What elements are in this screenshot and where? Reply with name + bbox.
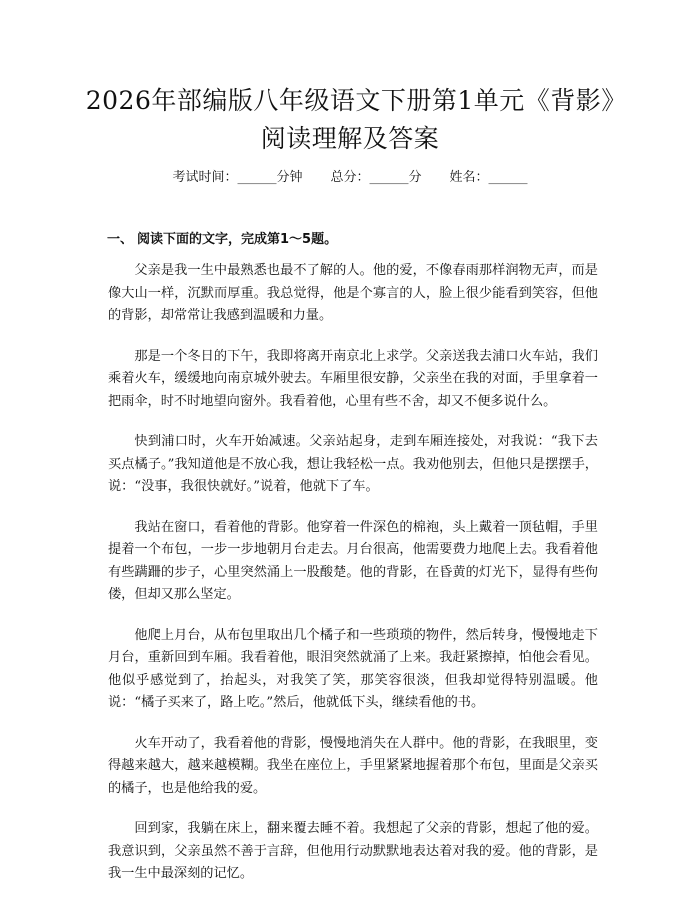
passage-paragraph-2: 那是一个冬日的下午，我即将离开南京北上求学。父亲送我去浦口火车站，我们乘着火车，缓缓地向南京城外驶去。车厢里很安静，父亲坐在我的对面，手里拿着一把雨伞，时不时地望向窗外。我看着他，心里有些不舍，却又不便多说什么。: [108, 348, 598, 409]
exam-time-field: 考试时间：______分钟: [172, 170, 303, 185]
section-heading: [107, 230, 337, 250]
passage-paragraph-7: 回到家，我躺在床上，翻来覆去睡不着。我想起了父亲的背影，想起了他的爱。我意识到，父亲虽然不善于言辞，但他用行动默默地表达着对我的爱。他的背影，是我一生中最深刻的记忆。: [108, 821, 598, 881]
passage-paragraph-1: 父亲是我一生中最熟悉也最不了解的人。他的爱，不像春雨那样润物无声，而是像大山一样，沉默而厚重。我总觉得，他是个寡言的人，脸上很少能看到笑容，但他的背影，却常常让我感到温暖和力量。: [108, 263, 598, 323]
section-number: 一、: [107, 232, 134, 247]
passage-paragraph-5: 他爬上月台，从布包里取出几个橘子和一些琐琐的物件，然后转身，慢慢地走下月台，重新回到车厢。我看着他，眼泪突然就涌了上来。我赶紧擦掉，怕他会看见。他似乎感觉到了，抬起头，对我笑了笑，那笑容很淡，但我却觉得特别温暖。他说：“橘子买来了，路上吃。”然后，他就低下头，继续看他的书。: [108, 627, 598, 710]
passage-paragraph-4: 我站在窗口，看着他的背影。他穿着一件深色的棉袍，头上戴着一顶毡帽，手里提着一个布包，一步一步地朝月台走去。月台很高，他需要费力地爬上去。我看着他有些蹒跚的步子，心里突然涌上一股酸楚。他的背影，在昏黄的灯光下，显得有些佝偻，但却又那么坚定。: [108, 519, 598, 602]
reading-passage: [108, 260, 598, 904]
section-instruction: 阅读下面的文字，完成第1～5题。: [137, 232, 338, 247]
exam-info: [0, 169, 700, 187]
passage-paragraph-6: 火车开动了，我看着他的背影，慢慢地消失在人群中。他的背影，在我眼里，变得越来越大，越来越模糊。我坐在座位上，手里紧紧地握着那个布包，里面是父亲买的橘子，也是他给我的爱。: [108, 735, 598, 796]
student-name-field: 姓名：______: [449, 170, 528, 185]
passage-paragraph-3: 快到浦口时，火车开始减速。父亲站起身，走到车厢连接处，对我说：“我下去买点橘子。”我知道他是不放心我，想让我轻松一点。我劝他别去，但他只是摆摆手，说：“没事，我很快就好。”说着，他就下了车。: [108, 434, 598, 494]
total-score-field: 总分：______分: [330, 170, 422, 185]
document-title: 2026年部编版八年级语文下册第1单元《背影》阅读理解及答案: [85, 86, 615, 153]
